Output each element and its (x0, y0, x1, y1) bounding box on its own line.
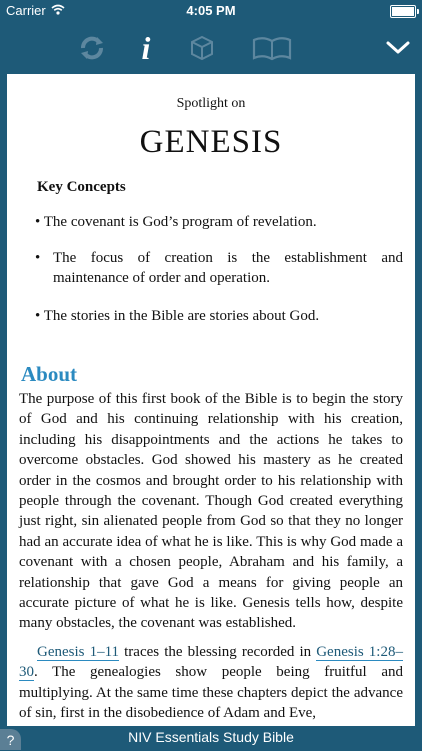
paragraph-text: traces the blessing recorded in (119, 643, 317, 660)
bottom-bar (0, 726, 422, 750)
key-concept-item (35, 306, 403, 326)
about-heading: About (21, 362, 78, 386)
cube-icon[interactable] (182, 30, 222, 66)
key-concept-item (35, 248, 403, 288)
book-title: GENESIS (139, 124, 283, 160)
about-paragraph (19, 642, 403, 724)
battery-icon (390, 5, 416, 18)
key-concept-text: The covenant is God’s program of revelation. (43, 214, 317, 230)
content-panel[interactable] (7, 74, 415, 726)
help-button[interactable]: ? (0, 729, 21, 750)
key-concept-item (35, 212, 403, 232)
scripture-link[interactable]: Genesis 1:28–30 (19, 643, 403, 681)
refresh-icon[interactable] (72, 30, 112, 66)
bullet: • (35, 308, 41, 324)
key-concept-text: The focus of creation is the establishment and maintenance of order and operation. (53, 250, 403, 286)
spotlight-label: Spotlight on (176, 96, 246, 111)
key-concept-text: The stories in the Bible are stories about God. (43, 308, 320, 324)
carrier-label: Carrier (6, 3, 46, 18)
toolbar (0, 22, 422, 74)
status-bar (0, 0, 422, 22)
info-icon[interactable] (126, 30, 166, 66)
chevron-down-icon[interactable] (378, 30, 418, 66)
paragraph-text: . The genealogies show people being fruitful and multiplying. At the same time these chapters depict the advance of sin, first in the disobedience of Adam and Eve, (19, 664, 403, 722)
bullet: • (35, 214, 41, 230)
about-paragraph: The purpose of this first book of the Bible is to begin the story of God and his continuing relationship with his creation, including his disappointments and the actions he takes to overcome obstacles. God showed his mastery as he created order in the cosmos and brought order to his relationship with people through the covenant. Though God created everything just right, sin alienated people from God so that they no longer had an accurate idea of what he is like. This is why God made a covenant with a chosen people, Abraham and his family, a relationship that gave God a means for giving people an accurate picture of what he is like. Genesis tells how, despite many obstacles, the covenant was established. (19, 391, 403, 632)
book-icon[interactable] (252, 30, 292, 66)
status-time: 4:05 PM (186, 3, 236, 18)
app-title: NIV Essentials Study Bible (128, 729, 294, 745)
scripture-link[interactable]: Genesis 1–11 (37, 643, 120, 660)
bullet: • (35, 250, 41, 266)
key-concepts-title: Key Concepts (37, 179, 126, 195)
info-glyph: i (141, 29, 151, 66)
battery-level (392, 7, 414, 16)
